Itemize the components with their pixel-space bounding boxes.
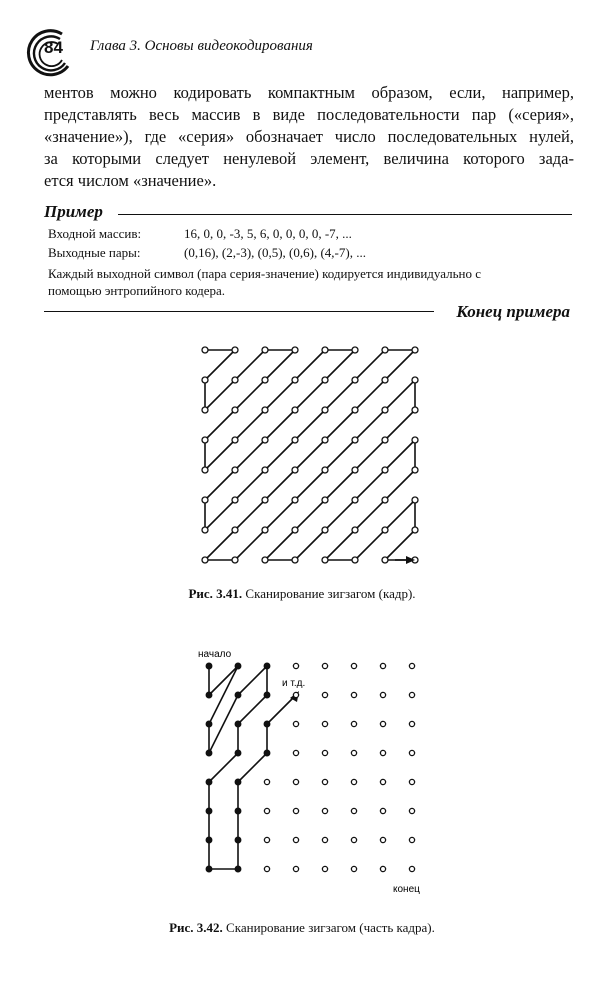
grid-dot <box>292 527 298 533</box>
grid-dot <box>262 407 268 413</box>
figure1-caption-text: Сканирование зигзагом (кадр). <box>245 586 416 601</box>
grid-dot <box>202 437 208 443</box>
grid-dot <box>322 347 328 353</box>
paragraph-line: представлять весь массив в виде последовательности пар («серия», <box>44 105 574 124</box>
scanned-dot <box>206 808 212 814</box>
figure1-caption <box>0 586 604 602</box>
grid-dot <box>382 557 388 563</box>
grid-dot <box>293 692 298 697</box>
grid-dot <box>322 663 327 668</box>
grid-dot <box>202 527 208 533</box>
grid-dot <box>409 808 414 813</box>
scanned-dot <box>264 750 270 756</box>
grid-dot <box>264 837 269 842</box>
continue-arrow-icon <box>290 691 299 702</box>
grid-dot <box>322 497 328 503</box>
grid-dot <box>380 692 385 697</box>
grid-dot <box>293 721 298 726</box>
grid-dot <box>292 377 298 383</box>
scanned-dot <box>206 866 212 872</box>
note-line: Каждый выходной символ (пара серия-значение) кодируется индивидуально с <box>48 266 482 281</box>
example-heading: Пример <box>44 202 103 221</box>
grid-dot <box>352 437 358 443</box>
scanned-dot <box>206 721 212 727</box>
scanned-dot <box>235 808 241 814</box>
grid-dot <box>382 497 388 503</box>
grid-dot <box>409 779 414 784</box>
scanned-dot <box>206 779 212 785</box>
scanned-dot <box>235 721 241 727</box>
paragraph-line: за которыми следует ненулевой элемент, величина которого зада- <box>44 149 574 168</box>
start-label: начало <box>198 649 232 660</box>
grid-dot <box>262 527 268 533</box>
grid-dot <box>352 377 358 383</box>
output-label: Выходные пары: <box>48 245 141 260</box>
figure2-caption <box>0 920 604 936</box>
grid-dot <box>382 527 388 533</box>
grid-dot <box>232 407 238 413</box>
grid-dot <box>382 347 388 353</box>
grid-dot <box>412 347 418 353</box>
grid-dot <box>322 866 327 871</box>
grid-dot <box>409 750 414 755</box>
grid-dot <box>351 663 356 668</box>
grid-dot <box>322 527 328 533</box>
grid-dot <box>322 750 327 755</box>
grid-dot <box>322 407 328 413</box>
grid-dot <box>409 837 414 842</box>
scanned-dot <box>235 663 241 669</box>
etc-label: и т.д. <box>282 678 306 689</box>
grid-dot <box>293 779 298 784</box>
grid-dot <box>322 377 328 383</box>
grid-dot <box>232 377 238 383</box>
grid-dot <box>292 557 298 563</box>
grid-dot <box>380 721 385 726</box>
zigzag-scan-path <box>205 350 415 560</box>
grid-dot <box>412 527 418 533</box>
grid-dot <box>382 377 388 383</box>
grid-dot <box>409 692 414 697</box>
grid-dot <box>202 347 208 353</box>
grid-dot <box>352 467 358 473</box>
grid-dot <box>380 779 385 784</box>
grid-dot <box>352 347 358 353</box>
grid-dot <box>382 467 388 473</box>
scanned-dot <box>235 692 241 698</box>
grid-dot <box>352 497 358 503</box>
paragraph-line: ется числом «значение». <box>44 171 217 190</box>
scanned-dot <box>235 866 241 872</box>
end-arrow-icon <box>406 556 415 564</box>
grid-dot <box>409 866 414 871</box>
grid-dot <box>264 866 269 871</box>
grid-dot <box>380 663 385 668</box>
grid-dot <box>262 497 268 503</box>
grid-dot <box>380 750 385 755</box>
scanned-dot <box>206 692 212 698</box>
grid-dot <box>322 437 328 443</box>
grid-dot <box>412 467 418 473</box>
grid-dot <box>380 837 385 842</box>
grid-dot <box>351 721 356 726</box>
grid-dot <box>232 467 238 473</box>
grid-dot <box>351 866 356 871</box>
example-divider-top <box>118 214 572 215</box>
grid-dot <box>232 347 238 353</box>
grid-dot <box>262 467 268 473</box>
scanned-dot <box>264 663 270 669</box>
grid-dot <box>202 407 208 413</box>
grid-dot <box>352 527 358 533</box>
grid-dot <box>293 750 298 755</box>
grid-dot <box>322 808 327 813</box>
grid-dot <box>409 663 414 668</box>
paragraph-line: «значение»), где «серия» обозначает число последовательных нулей, <box>44 127 574 146</box>
grid-dot <box>382 437 388 443</box>
grid-dot <box>352 557 358 563</box>
example-note <box>48 265 572 299</box>
grid-dot <box>322 779 327 784</box>
page-number: 84 <box>44 38 63 57</box>
scanned-dot <box>206 750 212 756</box>
scanned-dot <box>206 837 212 843</box>
grid-dot <box>262 437 268 443</box>
grid-dot <box>262 557 268 563</box>
note-line: помощью энтропийного кодера. <box>48 283 225 298</box>
figure1-number: Рис. 3.41. <box>188 586 243 601</box>
input-value: 16, 0, 0, -3, 5, 6, 0, 0, 0, 0, -7, ... <box>184 226 352 241</box>
grid-dot <box>409 721 414 726</box>
grid-dot <box>292 497 298 503</box>
example-divider-bottom <box>44 311 434 312</box>
grid-dot <box>264 808 269 813</box>
grid-dot <box>262 377 268 383</box>
figure2-number: Рис. 3.42. <box>169 920 223 935</box>
scanned-dot <box>264 692 270 698</box>
grid-dot <box>351 808 356 813</box>
grid-dot <box>292 407 298 413</box>
scanned-dot <box>235 837 241 843</box>
grid-dot <box>232 557 238 563</box>
grid-dot <box>202 557 208 563</box>
grid-dot <box>202 377 208 383</box>
grid-dot <box>351 837 356 842</box>
scanned-dot <box>264 721 270 727</box>
grid-dot <box>322 692 327 697</box>
grid-dot <box>351 750 356 755</box>
grid-dot <box>202 467 208 473</box>
grid-dot <box>293 663 298 668</box>
grid-dot <box>293 866 298 871</box>
grid-dot <box>202 497 208 503</box>
grid-dot <box>322 467 328 473</box>
paragraph-line: ментов можно кодировать компактным образом, если, например, <box>44 83 574 102</box>
grid-dot <box>322 837 327 842</box>
grid-dot <box>380 866 385 871</box>
grid-dot <box>351 692 356 697</box>
grid-dot <box>292 437 298 443</box>
grid-dot <box>232 437 238 443</box>
grid-dot <box>322 721 327 726</box>
grid-dot <box>412 437 418 443</box>
grid-dot <box>382 407 388 413</box>
partial-scan-path <box>209 666 296 869</box>
grid-dot <box>262 347 268 353</box>
grid-dot <box>293 837 298 842</box>
output-value: (0,16), (2,-3), (0,5), (0,6), (4,-7), ... <box>184 245 366 260</box>
example-end-label: Конец примера <box>456 302 570 321</box>
grid-dot <box>264 779 269 784</box>
grid-dot <box>292 467 298 473</box>
figure2-caption-text: Сканирование зигзагом (часть кадра). <box>226 920 435 935</box>
grid-dot <box>412 497 418 503</box>
grid-dot <box>232 527 238 533</box>
scanned-dot <box>235 750 241 756</box>
grid-dot <box>412 557 418 563</box>
grid-dot <box>412 407 418 413</box>
end-label: конец <box>393 884 420 895</box>
scanned-dot <box>235 779 241 785</box>
input-label: Входной массив: <box>48 226 142 241</box>
body-paragraph <box>44 82 574 192</box>
grid-dot <box>352 407 358 413</box>
scanned-dot <box>206 663 212 669</box>
chapter-title: Глава 3. Основы видеокодирования <box>90 38 313 54</box>
grid-dot <box>322 557 328 563</box>
grid-dot <box>293 808 298 813</box>
grid-dot <box>380 808 385 813</box>
grid-dot <box>412 377 418 383</box>
grid-dot <box>351 779 356 784</box>
grid-dot <box>292 347 298 353</box>
grid-dot <box>232 497 238 503</box>
